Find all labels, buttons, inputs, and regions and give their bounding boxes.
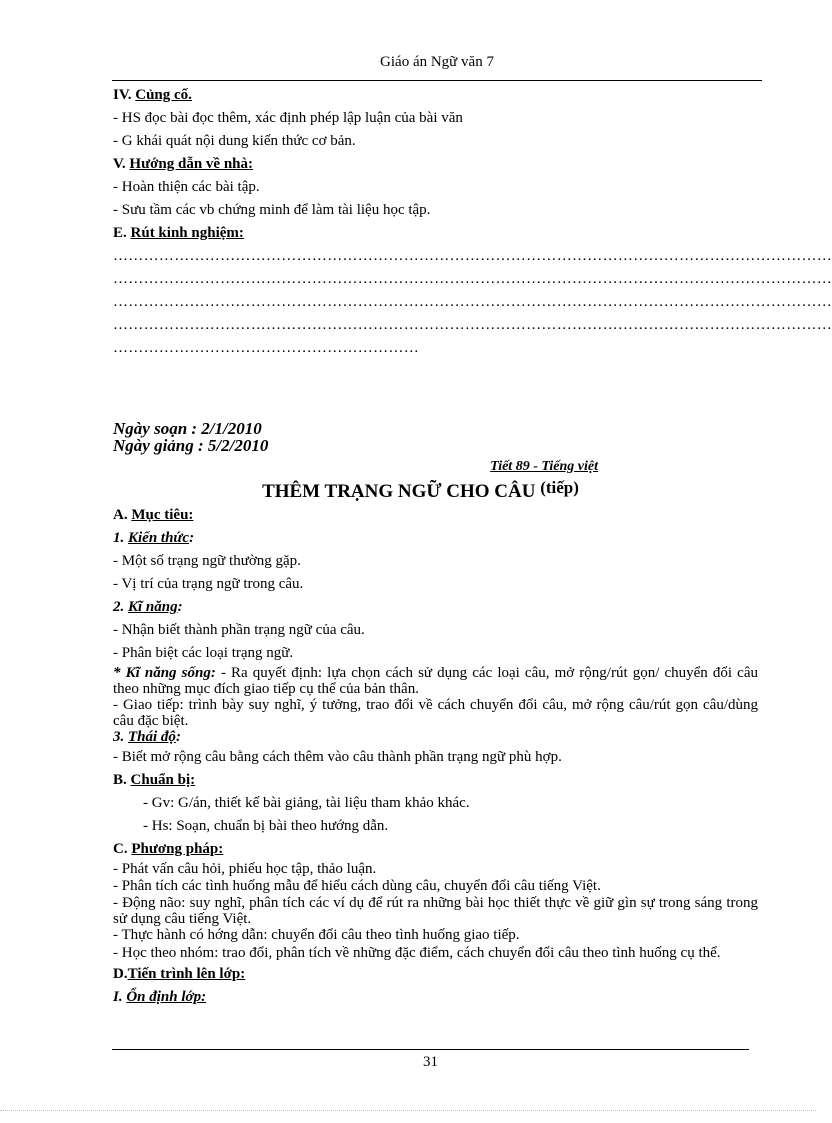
lesson-title-suffix: (tiếp): [540, 478, 579, 497]
dotted-line: ……………………………………………………………………………………………………………………………: [113, 271, 832, 287]
document-body: [113, 84, 832, 1009]
list-item: - Thực hành có hớng dẫn: chuyển đổi câu theo tình huống giao tiếp.: [113, 927, 520, 943]
section-heading-phuong-phap: [113, 838, 758, 861]
section-heading-huong-dan: [113, 153, 758, 176]
section-heading-rut-kinh-nghiem: [113, 222, 758, 245]
subheading-title: Kiến thức: [128, 530, 190, 546]
section-title: Rút kinh nghiệm:: [130, 225, 244, 241]
section-label: V.: [113, 156, 126, 172]
section-heading-tien-trinh: [113, 963, 758, 986]
list-item: - Nhận biết thành phần trạng ngữ của câu.: [113, 622, 365, 638]
date-soan: Ngày soạn : 2/1/2010: [113, 419, 262, 438]
section-label: E.: [113, 225, 127, 241]
dotted-line: ……………………………………………………………………………………………………………………………: [113, 294, 832, 310]
subheading-thai-do: 3. Thái độ:: [113, 729, 181, 745]
section-title: Phương pháp:: [131, 841, 224, 857]
list-item: - Gv: G/án, thiết kế bài giảng, tài liệu tham khảo khác.: [143, 795, 470, 811]
section-label: B.: [113, 772, 127, 788]
subheading-title: Ổn định lớp:: [126, 989, 207, 1005]
subheading-on-dinh: [113, 986, 758, 1009]
footer-rule: [112, 1049, 749, 1050]
list-item: - Một số trạng ngữ thường gặp.: [113, 553, 301, 569]
subheading-kien-thuc: 1. Kiến thức:: [113, 530, 195, 546]
section-label: C.: [113, 841, 128, 857]
subheading-label: I.: [113, 989, 123, 1005]
list-item: - Biết mở rộng câu bằng cách thêm vào câu thành phần trạng ngữ phù hợp.: [113, 749, 562, 765]
list-item: - Phân tích các tình huống mẫu để hiểu cách dùng câu, chuyển đổi câu tiếng Việt.: [113, 878, 601, 894]
section-title: Mục tiêu:: [131, 507, 194, 523]
list-item: - Học theo nhóm: trao đổi, phân tích về những đặc điểm, cách chuyển đổi câu theo tình huống cụ thể.: [113, 945, 721, 961]
page-number: 31: [423, 1054, 438, 1070]
section-heading-chuan-bi: [113, 769, 758, 792]
list-item: - Sưu tầm các vb chứng minh để làm tài liệu học tập.: [113, 202, 431, 218]
list-item: - Vị trí của trạng ngữ trong câu.: [113, 576, 304, 592]
subheading-label: 1.: [113, 530, 125, 546]
subheading-label: 3.: [113, 729, 125, 745]
subheading-label: 2.: [113, 599, 125, 615]
dotted-line: ……………………………………………………………………………………………………………………………: [113, 317, 832, 333]
ki-nang-song: [113, 665, 758, 697]
lesson-title: [113, 476, 758, 504]
subheading-title: Kĩ năng: [128, 599, 178, 615]
section-heading-cung-co: [113, 84, 758, 107]
subheading-ki-nang: 2. Kĩ năng:: [113, 599, 183, 615]
list-item: - HS đọc bài đọc thêm, xác định phép lập luận của bài văn: [113, 110, 463, 126]
section-title: Tiến trình lên lớp:: [127, 966, 246, 982]
section-label: IV.: [113, 87, 132, 103]
lesson-tag: Tiết 89 - Tiếng việt: [490, 459, 598, 474]
list-item: - G khái quát nội dung kiến thức cơ bản.: [113, 133, 356, 149]
section-label: A.: [113, 507, 128, 523]
giao-tiep: - Giao tiếp: trình bày suy nghĩ, ý tưởng, trao đổi về cách chuyển đổi câu, mở rộng câu/rút gọn câu/dùng câu đặc biệt.: [113, 697, 758, 729]
list-item: - Hoàn thiện các bài tập.: [113, 179, 260, 195]
section-title: Hướng dẫn về nhà:: [129, 156, 253, 172]
lesson-title-text: THÊM TRẠNG NGỮ CHO CÂU: [262, 481, 536, 502]
ki-nang-song-label: * Kĩ năng sống:: [113, 665, 216, 681]
page-edge: [0, 1110, 816, 1111]
header-rule: [112, 80, 762, 81]
section-title: Chuẩn bị:: [130, 772, 196, 788]
subheading-title: Thái độ: [128, 729, 176, 745]
section-title: Củng cố.: [135, 87, 192, 103]
list-item: - Phân biệt các loại trạng ngữ.: [113, 645, 294, 661]
dotted-line: ……………………………………………………: [113, 340, 419, 356]
list-item: - Phát vấn câu hỏi, phiếu học tập, thảo luận.: [113, 861, 377, 877]
section-label: D.: [113, 966, 128, 982]
list-item: - Hs: Soạn, chuẩn bị bài theo hướng dẫn.: [143, 818, 389, 834]
page-header: Giáo án Ngữ văn 7: [380, 54, 494, 70]
dotted-line: ……………………………………………………………………………………………………………………………: [113, 248, 832, 264]
ki-nang-song-text: - Ra quyết định: lựa chọn cách sử dụng các loại câu, mở rộng/rút gọn/ chuyển đổi câu theo những mục đích giao tiếp cụ thể của bản thân.: [113, 665, 758, 697]
date-giang: Ngày giảng : 5/2/2010: [113, 436, 269, 455]
list-item: - Động não: suy nghĩ, phân tích các ví dụ để rút ra những bài học thiết thực về giữ gìn sự trong sáng trong sử dụng câu tiếng Việt.: [113, 895, 758, 927]
section-heading-muc-tieu: [113, 504, 758, 527]
